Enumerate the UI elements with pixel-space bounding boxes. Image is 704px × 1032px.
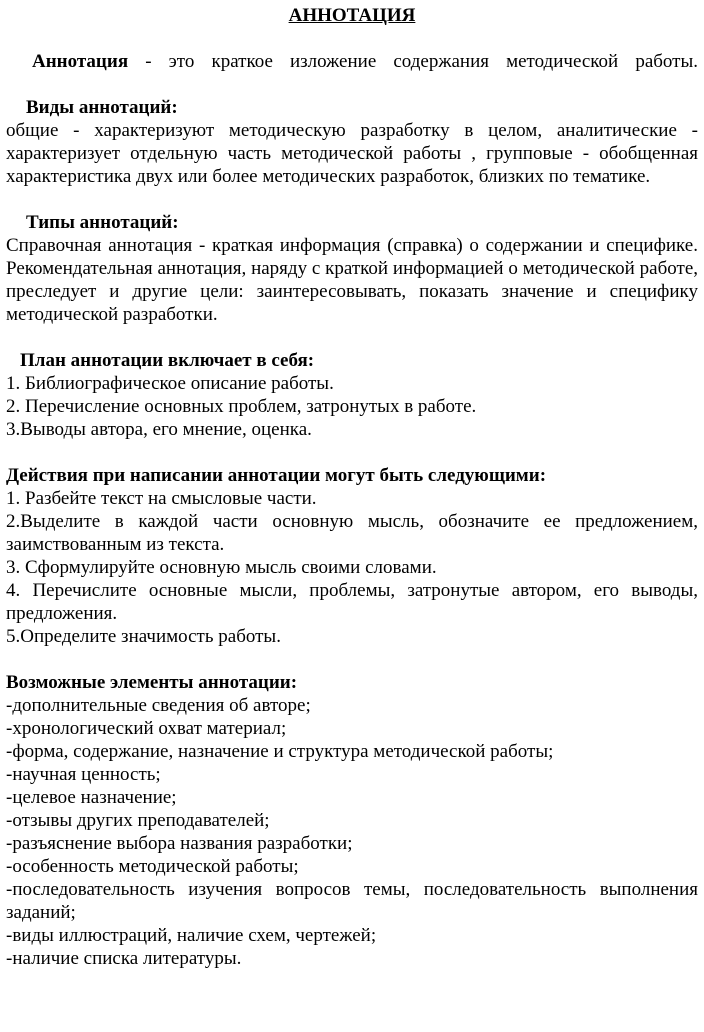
- actions-item: 1. Разбейте текст на смысловые части.: [6, 488, 317, 509]
- intro-term: Аннотация: [32, 51, 129, 72]
- intro-text: - это краткое изложение содержания методической работы.: [128, 51, 698, 72]
- types-heading: Типы аннотаций:: [26, 212, 179, 233]
- actions-item: 3. Сформулируйте основную мысль своими словами.: [6, 557, 437, 578]
- elements-item: -особенность методической работы;: [6, 856, 299, 877]
- elements-item: -научная ценность;: [6, 764, 161, 785]
- section-elements: [0, 671, 704, 970]
- elements-item: -форма, содержание, назначение и структура методической работы;: [6, 741, 554, 762]
- elements-item: -целевое назначение;: [6, 787, 177, 808]
- elements-item: -дополнительные сведения об авторе;: [6, 695, 311, 716]
- plan-item: 3.Выводы автора, его мнение, оценка.: [6, 419, 312, 440]
- elements-item: -наличие списка литературы.: [6, 948, 242, 969]
- intro-paragraph: [0, 50, 704, 73]
- types-text: Справочная аннотация - краткая информация (справка) о содержании и специфике. Рекомендательная аннотация, наряду с краткой информацией о методической работе, преследует и другие цели: заинтересовывать, показать значение и специфику методической разработки.: [6, 235, 698, 325]
- kinds-heading: Виды аннотаций:: [26, 97, 178, 118]
- elements-item: -виды иллюстраций, наличие схем, чертежей;: [6, 925, 377, 946]
- kinds-text: общие - характеризуют методическую разработку в целом, аналитические - характеризует отдельную часть методической работы , групповые - обобщенная характеристика двух или более методических разработок, близких по тематике.: [6, 120, 698, 187]
- elements-item: -разъяснение выбора названия разработки;: [6, 833, 353, 854]
- elements-item: -хронологический охват материал;: [6, 718, 287, 739]
- plan-item: 2. Перечисление основных проблем, затронутых в работе.: [6, 396, 477, 417]
- page-title: АННОТАЦИЯ: [288, 5, 416, 26]
- plan-item: 1. Библиографическое описание работы.: [6, 373, 334, 394]
- actions-item: 5.Определите значимость работы.: [6, 626, 281, 647]
- actions-item: 4. Перечислите основные мысли, проблемы, затронутые автором, его выводы, предложения.: [6, 580, 698, 624]
- section-types: [0, 211, 704, 326]
- actions-item: 2.Выделите в каждой части основную мысль, обозначите ее предложением, заимствованным из текста.: [6, 511, 698, 555]
- section-plan: [0, 349, 704, 441]
- elements-item: -последовательность изучения вопросов темы, последовательность выполнения заданий;: [6, 879, 698, 923]
- elements-heading: Возможные элементы аннотации:: [6, 672, 298, 693]
- section-actions: [0, 464, 704, 648]
- actions-heading: Действия при написании аннотации могут быть следующими:: [6, 465, 547, 486]
- elements-item: -отзывы других преподавателей;: [6, 810, 270, 831]
- plan-heading: План аннотации включает в себя:: [20, 350, 315, 371]
- section-kinds: [0, 96, 704, 188]
